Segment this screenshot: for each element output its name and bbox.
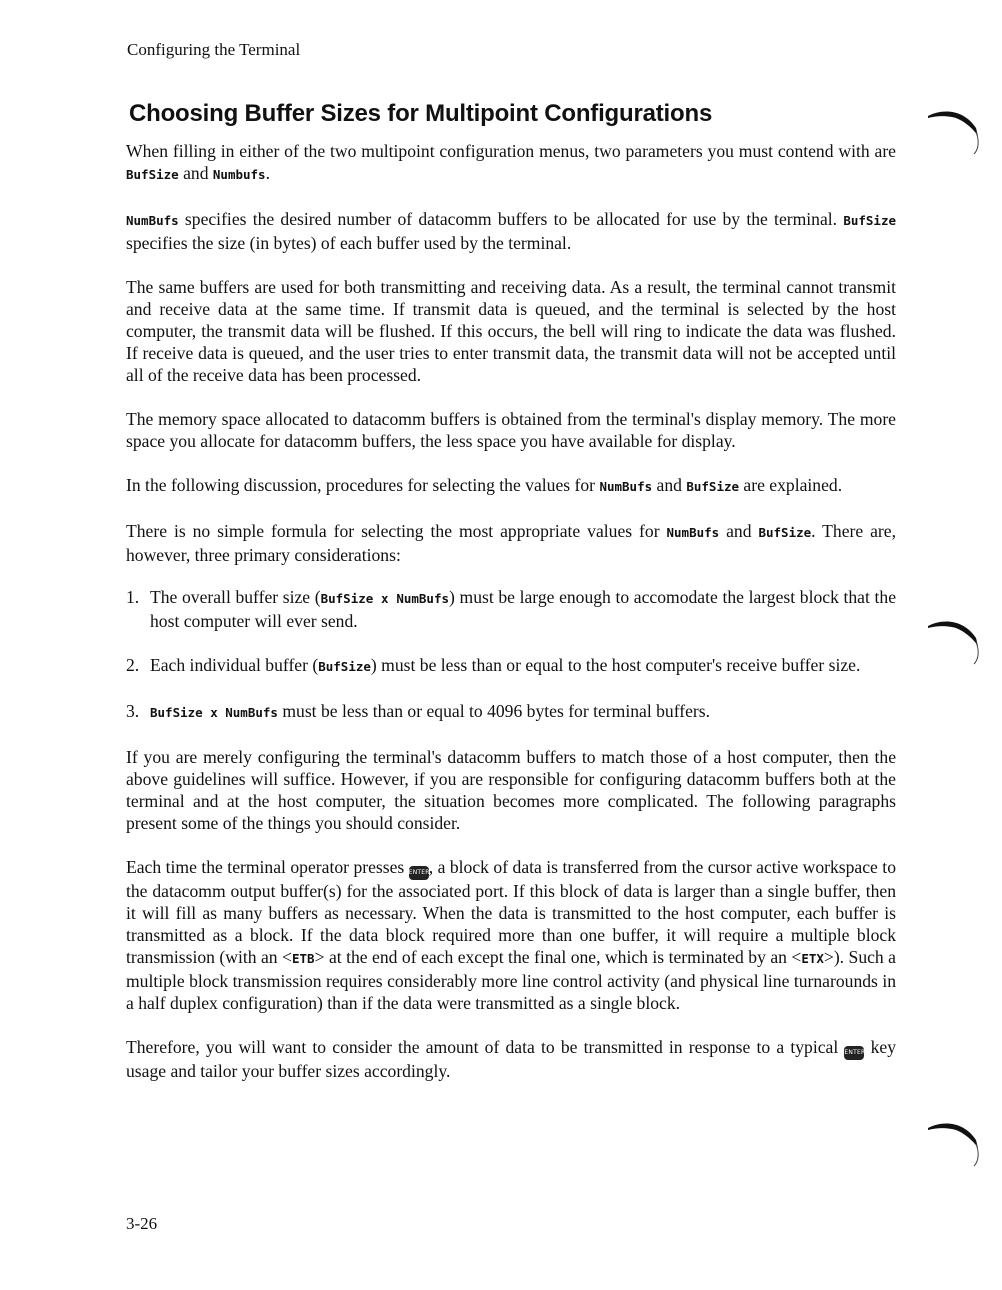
text-run: . There are, however, three primary considerations: [126, 521, 896, 565]
paragraph-intro [126, 140, 896, 186]
text-run: Each time the terminal operator presses [126, 857, 409, 877]
term-numbufs: NumBufs [666, 525, 720, 540]
considerations-list [126, 586, 896, 724]
paragraph-guidelines: If you are merely configuring the terminal's datacomm buffers to match those of a host computer, then the above guidelines will suffice. However, if you are responsible for configuring datacomm buffers both at the terminal and at the host computer, the situation becomes more complicated. The following paragraphs present some of the things you should consider. [126, 747, 896, 833]
term-etb: ETB [291, 951, 315, 966]
paragraph-memory: The memory space allocated to datacomm buffers is obtained from the terminal's display memory. The more space you allocate for datacomm buffers, the less space you have available for display. [126, 409, 896, 451]
enter-key-icon: ENTER [844, 1046, 864, 1060]
section-title: Choosing Buffer Sizes for Multipoint Configurations [129, 100, 713, 127]
page-number: 3-26 [126, 1214, 158, 1233]
text-run: and [652, 475, 687, 495]
text-run: must be less than or equal to 4096 bytes for terminal buffers. [277, 701, 711, 721]
term-bufsize: BufSize [686, 479, 740, 494]
term-bufsize: BufSize [126, 167, 179, 182]
term-bufsize: BufSize [318, 659, 371, 674]
term-etx: ETX [801, 951, 824, 966]
text-run: are explained. [739, 475, 843, 495]
list-item [126, 700, 896, 724]
paragraph-formula [126, 520, 896, 566]
running-head: Configuring the Terminal [127, 40, 301, 59]
paragraph-definitions [126, 208, 896, 254]
text-run: , a block of data is transferred from the cursor active workspace to the datacomm output buffer(s) for the associated port. If this block of data is larger than a single buffer, then it will fill as many buffers as necessary. When the data is transmitted to the host computer, each buffer is transmitted as a block. If the data block required more than one buffer, it will require a multiple block transmission (with an < [126, 857, 896, 967]
text-run: key usage and tailor your buffer sizes accordingly. [126, 1037, 896, 1081]
list-number: 3. [126, 701, 140, 721]
list-item [126, 586, 896, 632]
text-run: In the following discussion, procedures for selecting the values for [126, 475, 600, 495]
list-number: 2. [126, 655, 140, 675]
text-run: and [178, 163, 213, 183]
text-run: > at the end of each except the final one, which is terminated by an < [314, 947, 802, 967]
paragraph-enter-key [126, 856, 896, 1014]
text-run: When filling in either of the two multipoint configuration menus, two parameters you must contend with are [126, 141, 896, 161]
paragraph-discussion [126, 474, 896, 498]
binder-tab-mark-icon [926, 616, 986, 666]
term-numbufs: Numbufs [212, 167, 266, 182]
body-text [126, 140, 896, 1104]
term-bufsize: BufSize [758, 525, 812, 540]
text-run: ) must be large enough to accomodate the largest block that the host computer will ever send. [150, 587, 897, 631]
text-run: specifies the size (in bytes) of each buffer used by the terminal. [126, 233, 572, 253]
enter-key-icon: ENTER [409, 866, 429, 880]
paragraph-conclusion [126, 1036, 896, 1082]
text-run: Each individual buffer ( [150, 655, 319, 675]
text-run: >). Such a multiple block transmission requires considerably more line control activity (and physical line turnarounds in a half duplex configuration) than if the data were transmitted as a single block. [126, 947, 896, 1013]
term-bufsize: BufSize [843, 213, 896, 228]
text-run: ) must be less than or equal to the host computer's receive buffer size. [370, 655, 861, 675]
list-item [126, 654, 896, 678]
paragraph-shared-buffers: The same buffers are used for both transmitting and receiving data. As a result, the terminal cannot transmit and receive data at the same time. If transmit data is queued, and the terminal is selected by the host computer, the transmit data will be flushed. If this occurs, the bell will ring to indicate the data was flushed. If receive data is queued, and the user tries to enter transmit data, the transmit data will not be accepted until all of the receive data has been processed. [126, 277, 896, 385]
text-run: and [719, 521, 759, 541]
term-bufsize-x-numbufs: BufSize x NumBufs [150, 705, 278, 720]
text-run: Therefore, you will want to consider the amount of data to be transmitted in response to a typical [126, 1037, 845, 1057]
term-numbufs: NumBufs [599, 479, 653, 494]
text-run: . [265, 163, 270, 183]
term-numbufs: NumBufs [126, 213, 179, 228]
list-number: 1. [126, 587, 140, 607]
binder-tab-mark-icon [926, 106, 986, 156]
text-run: The overall buffer size ( [150, 587, 321, 607]
text-run: specifies the desired number of datacomm buffers to be allocated for use by the terminal. [178, 209, 844, 229]
term-bufsize-x-numbufs: BufSize x NumBufs [320, 591, 450, 606]
text-run: There is no simple formula for selecting the most appropriate values for [126, 521, 667, 541]
binder-tab-mark-icon [926, 1118, 986, 1168]
